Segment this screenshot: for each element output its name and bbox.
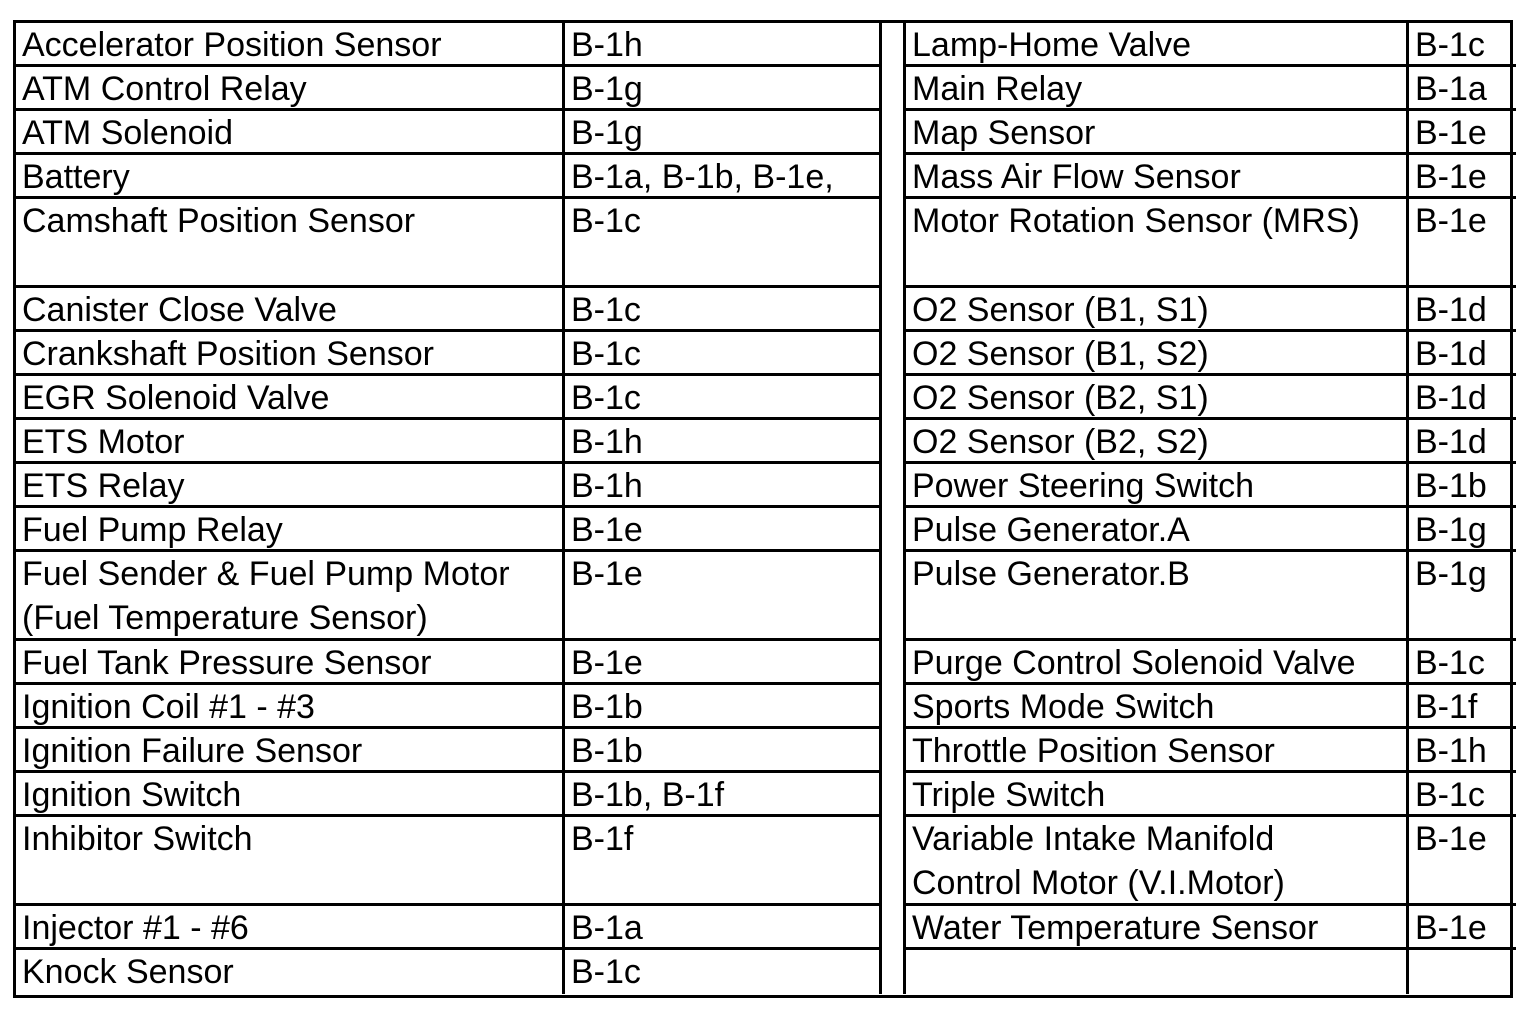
column-divider (882, 23, 906, 67)
location-code: B-1d (1409, 288, 1516, 332)
column-divider (882, 685, 906, 729)
location-code: B-1g (565, 111, 882, 155)
component-name: Fuel Tank Pressure Sensor (16, 641, 565, 685)
location-code: B-1c (565, 199, 882, 288)
component-name: Purge Control Solenoid Valve (906, 641, 1409, 685)
location-code: B-1c (565, 376, 882, 420)
column-divider (882, 729, 906, 773)
column-divider (882, 111, 906, 155)
component-location-table (13, 20, 1513, 998)
column-divider (882, 288, 906, 332)
component-name: Inhibitor Switch (16, 817, 565, 906)
location-code: B-1e (1409, 199, 1516, 288)
component-name: Mass Air Flow Sensor (906, 155, 1409, 199)
component-name: EGR Solenoid Valve (16, 376, 565, 420)
location-code: B-1a, B-1b, B-1e, (565, 155, 882, 199)
column-divider (882, 773, 906, 817)
location-code: B-1g (1409, 508, 1516, 552)
column-divider (882, 420, 906, 464)
location-code: B-1h (565, 464, 882, 508)
location-code: B-1e (1409, 817, 1516, 906)
component-name: O2 Sensor (B1, S2) (906, 332, 1409, 376)
location-code: B-1e (565, 508, 882, 552)
location-code: B-1e (1409, 111, 1516, 155)
component-name: Sports Mode Switch (906, 685, 1409, 729)
location-code: B-1b, B-1f (565, 773, 882, 817)
component-name (906, 950, 1409, 994)
column-divider (882, 464, 906, 508)
component-name: O2 Sensor (B1, S1) (906, 288, 1409, 332)
component-name: Crankshaft Position Sensor (16, 332, 565, 376)
column-divider (882, 376, 906, 420)
component-name: Camshaft Position Sensor (16, 199, 565, 288)
location-code: B-1b (1409, 464, 1516, 508)
component-name: Power Steering Switch (906, 464, 1409, 508)
component-name: Knock Sensor (16, 950, 565, 994)
column-divider (882, 817, 906, 906)
location-code: B-1h (565, 420, 882, 464)
column-divider (882, 155, 906, 199)
component-name: Map Sensor (906, 111, 1409, 155)
component-name: ETS Relay (16, 464, 565, 508)
component-name: Variable Intake Manifold Control Motor (V.I.Motor) (906, 817, 1409, 906)
component-name: Fuel Pump Relay (16, 508, 565, 552)
component-name: Fuel Sender & Fuel Pump Motor (Fuel Temperature Sensor) (16, 552, 565, 641)
location-code: B-1g (565, 67, 882, 111)
location-code: B-1e (1409, 906, 1516, 950)
component-name: Ignition Failure Sensor (16, 729, 565, 773)
location-code: B-1c (1409, 23, 1516, 67)
location-code: B-1c (565, 950, 882, 994)
location-code: B-1e (1409, 155, 1516, 199)
location-code: B-1f (1409, 685, 1516, 729)
location-code: B-1b (565, 729, 882, 773)
column-divider (882, 906, 906, 950)
component-name: Accelerator Position Sensor (16, 23, 565, 67)
column-divider (882, 332, 906, 376)
component-name: Battery (16, 155, 565, 199)
component-name: ETS Motor (16, 420, 565, 464)
location-code: B-1h (565, 23, 882, 67)
component-name: Throttle Position Sensor (906, 729, 1409, 773)
location-code: B-1a (565, 906, 882, 950)
location-code: B-1c (1409, 641, 1516, 685)
location-code: B-1c (565, 332, 882, 376)
component-name: ATM Solenoid (16, 111, 565, 155)
component-name: Main Relay (906, 67, 1409, 111)
component-name: Pulse Generator.A (906, 508, 1409, 552)
location-code (1409, 950, 1516, 994)
location-code: B-1c (565, 288, 882, 332)
column-divider (882, 950, 906, 994)
location-code: B-1f (565, 817, 882, 906)
location-code: B-1c (1409, 773, 1516, 817)
column-divider (882, 199, 906, 288)
location-code: B-1d (1409, 420, 1516, 464)
component-name: Lamp-Home Valve (906, 23, 1409, 67)
component-name: Injector #1 - #6 (16, 906, 565, 950)
component-name: Ignition Switch (16, 773, 565, 817)
location-code: B-1a (1409, 67, 1516, 111)
component-name: Water Temperature Sensor (906, 906, 1409, 950)
column-divider (882, 508, 906, 552)
location-code: B-1d (1409, 332, 1516, 376)
component-name: ATM Control Relay (16, 67, 565, 111)
location-code: B-1e (565, 641, 882, 685)
component-name: O2 Sensor (B2, S1) (906, 376, 1409, 420)
component-name: Ignition Coil #1 - #3 (16, 685, 565, 729)
column-divider (882, 67, 906, 111)
location-code: B-1b (565, 685, 882, 729)
component-name: Triple Switch (906, 773, 1409, 817)
component-name: Motor Rotation Sensor (MRS) (906, 199, 1409, 288)
column-divider (882, 552, 906, 641)
location-code: B-1g (1409, 552, 1516, 641)
component-name: Pulse Generator.B (906, 552, 1409, 641)
location-code: B-1d (1409, 376, 1516, 420)
column-divider (882, 641, 906, 685)
component-name: O2 Sensor (B2, S2) (906, 420, 1409, 464)
location-code: B-1h (1409, 729, 1516, 773)
location-code: B-1e (565, 552, 882, 641)
component-name: Canister Close Valve (16, 288, 565, 332)
